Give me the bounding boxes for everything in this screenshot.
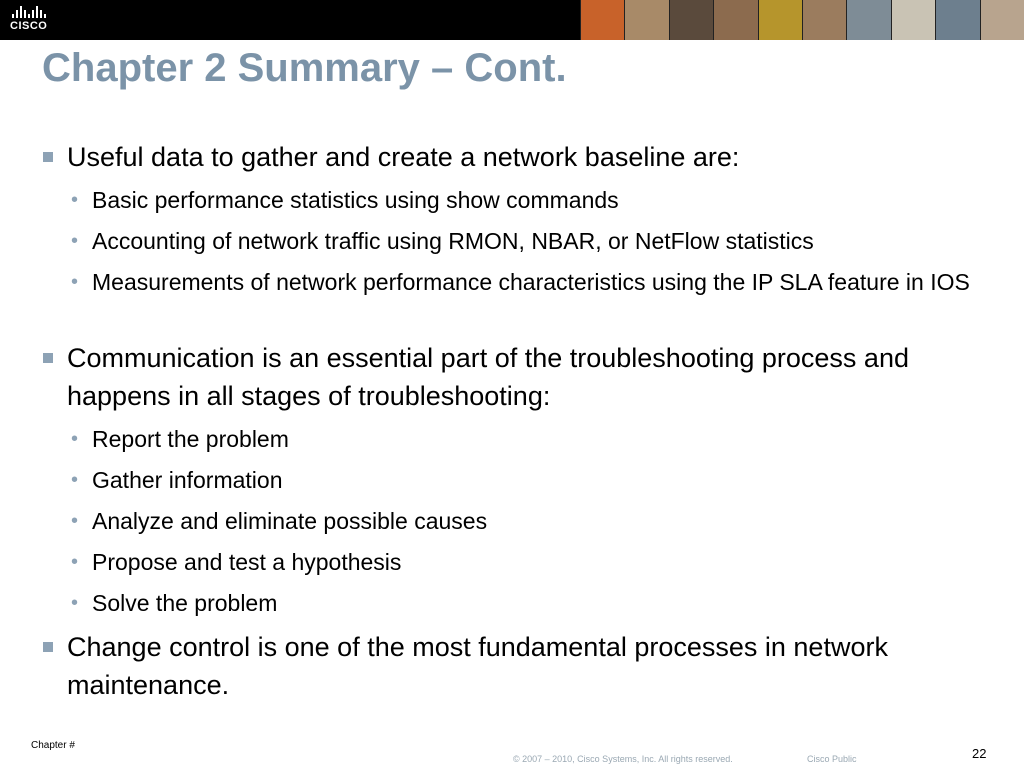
bullet-text: Propose and test a hypothesis bbox=[92, 549, 402, 575]
sub-bullet-propose bbox=[71, 546, 972, 578]
photo-tile bbox=[758, 0, 802, 40]
square-bullet-icon bbox=[43, 353, 53, 363]
square-bullet-icon bbox=[43, 152, 53, 162]
sub-bullet-report bbox=[71, 423, 972, 455]
page-number: 22 bbox=[972, 746, 987, 761]
sub-bullet-analyze bbox=[71, 505, 972, 537]
photo-tile bbox=[980, 0, 1024, 40]
photo-tile bbox=[713, 0, 757, 40]
photo-tile bbox=[580, 0, 624, 40]
header-bar bbox=[0, 0, 1024, 40]
photo-strip bbox=[580, 0, 1024, 40]
bullet-communication bbox=[67, 339, 967, 415]
sub-bullet-show-commands bbox=[71, 184, 972, 216]
dot-bullet-icon: • bbox=[71, 551, 79, 573]
copyright-notice: © 2007 – 2010, Cisco Systems, Inc. All rights reserved. bbox=[513, 754, 733, 764]
dot-bullet-icon: • bbox=[71, 189, 79, 211]
bullet-change-control bbox=[67, 628, 967, 704]
bullet-text: Change control is one of the most fundamental processes in network maintenance. bbox=[67, 632, 888, 700]
bullet-text: Report the problem bbox=[92, 426, 289, 452]
bullet-text: Basic performance statistics using show commands bbox=[92, 187, 619, 213]
photo-tile bbox=[802, 0, 846, 40]
photo-tile bbox=[935, 0, 979, 40]
slide-title: Chapter 2 Summary – Cont. bbox=[42, 46, 567, 90]
chapter-label: Chapter # bbox=[31, 740, 75, 751]
photo-tile bbox=[624, 0, 668, 40]
classification-label: Cisco Public bbox=[807, 754, 857, 764]
bullet-text: Accounting of network traffic using RMON, NBAR, or NetFlow statistics bbox=[92, 228, 814, 254]
sub-bullet-solve bbox=[71, 587, 972, 619]
sub-bullet-ip-sla bbox=[71, 266, 972, 298]
sub-bullet-gather bbox=[71, 464, 972, 496]
bullet-text: Gather information bbox=[92, 467, 283, 493]
bullet-text: Communication is an essential part of the troubleshooting process and happens in all stages of troubleshooting: bbox=[67, 343, 909, 411]
dot-bullet-icon: • bbox=[71, 428, 79, 450]
photo-tile bbox=[891, 0, 935, 40]
dot-bullet-icon: • bbox=[71, 510, 79, 532]
bullet-baseline-data bbox=[67, 138, 967, 176]
dot-bullet-icon: • bbox=[71, 469, 79, 491]
photo-tile bbox=[669, 0, 713, 40]
dot-bullet-icon: • bbox=[71, 230, 79, 252]
bullet-text: Measurements of network performance characteristics using the IP SLA feature in IOS bbox=[92, 269, 970, 295]
photo-tile bbox=[846, 0, 890, 40]
cisco-logo-text: CISCO bbox=[10, 20, 48, 32]
bullet-text: Analyze and eliminate possible causes bbox=[92, 508, 488, 534]
dot-bullet-icon: • bbox=[71, 592, 79, 614]
cisco-bars-icon bbox=[12, 6, 60, 18]
square-bullet-icon bbox=[43, 642, 53, 652]
cisco-logo bbox=[10, 6, 60, 34]
sub-bullet-accounting bbox=[71, 225, 972, 257]
bullet-text: Solve the problem bbox=[92, 590, 278, 616]
bullet-text: Useful data to gather and create a network baseline are: bbox=[67, 142, 740, 172]
dot-bullet-icon: • bbox=[71, 271, 79, 293]
